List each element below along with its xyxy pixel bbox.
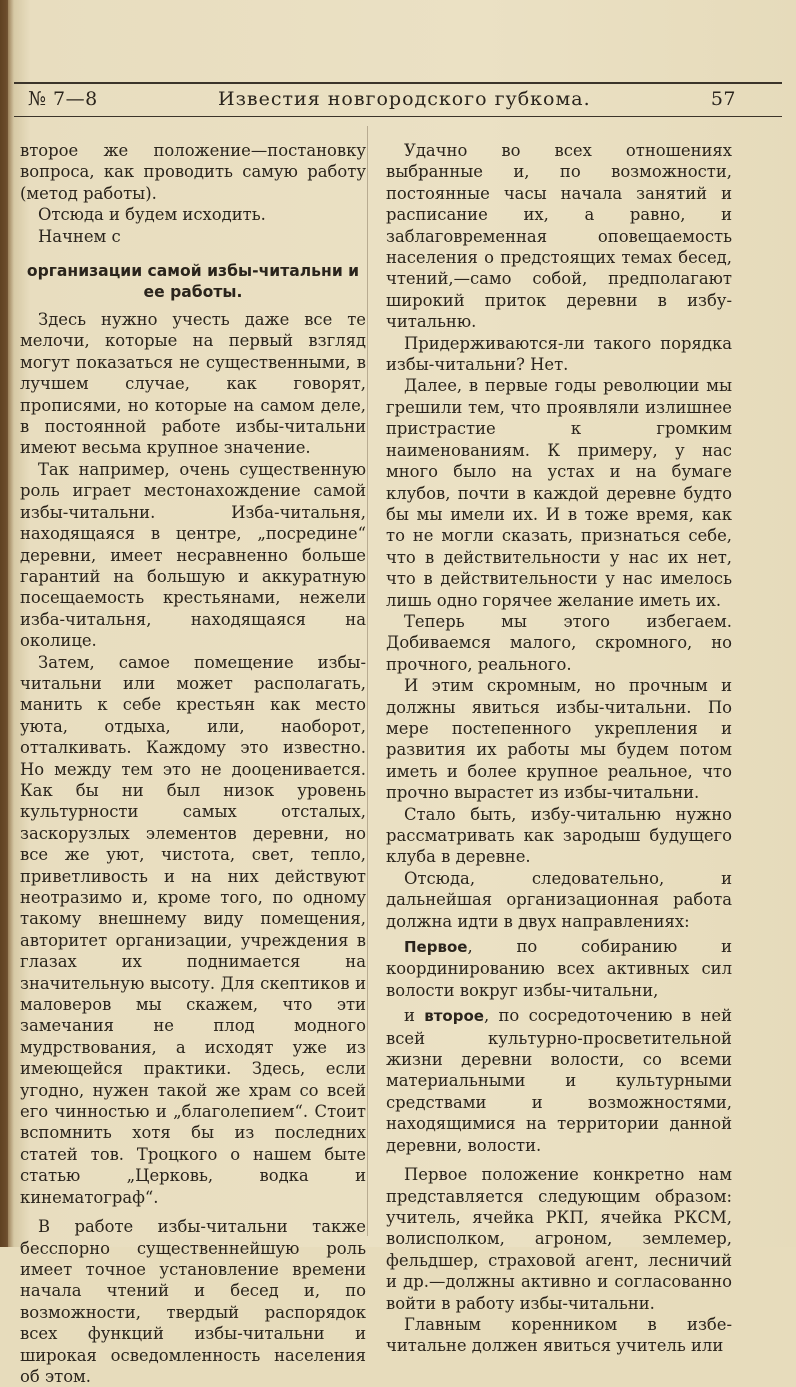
paragraph: Так например, очень существенную роль играет местонахождение самой избы-читальни. Изба-читальня, находящаяся в центре, „посредине“ деревни, имеет несравненно больше гарантий на большую и аккуратную посещаемость крестьянами, нежели изба-читальня, находящаяся на околице. [20, 459, 366, 651]
paragraph: Отсюда и будем исходить. [38, 205, 266, 225]
paragraph-first-direction [386, 936, 732, 1001]
paragraph: Стало быть, избу-читальню нужно рассматривать как зародыш будущего клуба в деревне. [386, 804, 732, 867]
bold-term-second: второе [424, 1007, 484, 1026]
paragraph: Теперь мы этого избегаем. Добиваемся малого, скромного, но прочного, реального. [386, 611, 732, 674]
paragraph: Придерживаются-ли такого порядка избы-читальни? Нет. [386, 333, 732, 375]
paragraph: Здесь нужно учесть даже все те мелочи, которые на первый взгляд могут показаться не существенными, в лучшем случае, как говорят, прописями, но которые на самом деле, в постоянной работе избы-читальни имеют весьма крупное значение. [20, 310, 366, 458]
issue-number: № 7—8 [28, 88, 98, 110]
bold-term-first: Первое [404, 938, 468, 957]
paragraph-text: , по собиранию и координированию всех активных сил волости вокруг избы-читальни, [386, 937, 732, 1000]
paragraph: Удачно во всех отношениях выбранные и, по возможности, постоянные часы начала занятий и расписание их, а равно, и заблаговременная оповещаемость населения о предстоящих темах бесед, чтений,—само собой, предполагают широкий приток деревни в избу-читальню. [386, 141, 732, 332]
paragraph: И этим скромным, но прочным и должны явиться избы-читальни. По мере постепенного укрепления и развития их работы мы будем потом иметь и более крупное реальное, что прочно вырастет из избы-читальни. [386, 676, 732, 803]
paragraph: Затем, самое помещение избы-читальни или может располагать, манить к себе крестьян как место уюта, отдыха, или, наоборот, отталкивать. Каждому это известно. Но между тем это не дооценивается. Как бы ни был низок уровень культурности самых отсталых, заскорузлых элементов деревни, но все же уют, чистота, свет, тепло, приветливость и на них действуют неотразимо и, кроме того, по одному такому внешнему виду помещения, авторитет организации, учреждения в глазах их поднимается на значительную высоту. Для скептиков и маловеров мы скажем, что эти замечания не плод модного мудрствования, а исходят уже из имеющейся практики. Здесь, если угодно, нужен такой же храм со всей его чинностью и „благолепием“. Стоит вспомнить хотя бы из последних статей тов. Троцкого о нашем быте статью „Церковь, водка и кинематограф“. [20, 652, 366, 1207]
journal-title: Известия новгородского губкома. [218, 88, 591, 110]
paragraph: Первое положение конкретно нам представляется следующим образом: учитель, ячейка РКП, ячейка РКСМ, волисполком, агроном, землемер, фельдшер, страховой агент, лесничий и др.—должны активно и согласованно войти в работу избы-читальни. [386, 1165, 732, 1313]
page-number: 57 [710, 88, 736, 110]
paragraph: Главным коренником в избе-читальне должен явиться учитель или [386, 1314, 732, 1356]
column-divider [367, 126, 368, 1236]
section-heading: организации самой избы-читальни и ее работы. [26, 262, 360, 302]
paragraph: В работе избы-читальни также бесспорно существеннейшую роль имеет точное установление времени начала чтений и бесед и, по возможности, твердый распорядок всех функций избы-читальни и широкая осведомленность населения об этом. [20, 1217, 366, 1386]
paragraph-prefix: и [404, 1006, 425, 1026]
paragraph: Начнем с [38, 226, 121, 246]
right-column [386, 140, 732, 1357]
left-column [20, 140, 366, 1387]
paragraph: Далее, в первые годы революции мы грешили тем, что проявляли излишнее пристрастие к громким наименованиям. К примеру, у нас много было на устах и на бумаге клубов, почти в каждой деревне будто бы мы имели их. И в тоже время, как то не могли сказать, признаться себе, что в действительности у нас их нет, что в действительности у нас имелось лишь одно горячее желание иметь их. [386, 376, 732, 610]
paragraph: второе же положение—постановку вопроса, как проводить самую работу (метод работы). [20, 141, 366, 203]
header-bottom-rule [14, 116, 782, 117]
page-binding-edge [0, 0, 8, 1247]
paragraph-second-direction [386, 1005, 732, 1156]
paragraph: Отсюда, следовательно, и дальнейшая организационная работа должна идти в двух направлениях: [386, 868, 732, 931]
running-header [28, 84, 776, 114]
paragraph-text: , по сосредоточению в ней всей культурно-просветительной жизни деревни волости, со всеми материальными и культурными средствами и возможностями, находящимися на территории данной деревни, волости. [386, 1006, 732, 1155]
